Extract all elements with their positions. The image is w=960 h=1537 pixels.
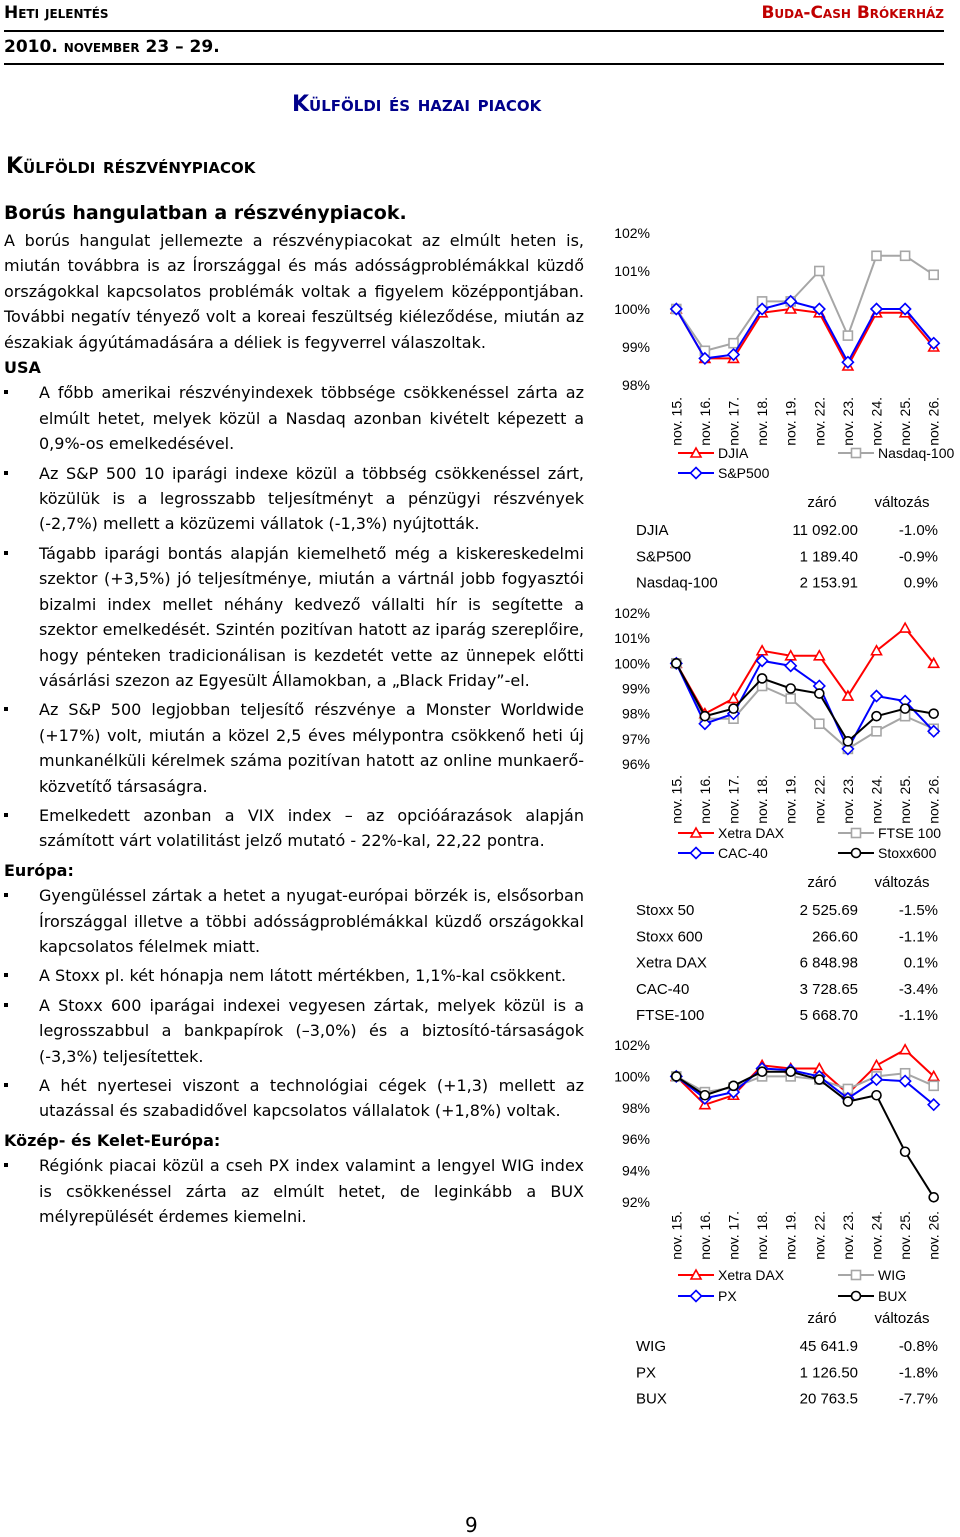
data-point	[758, 674, 767, 683]
data-point	[786, 1067, 795, 1076]
table-row-name: BUX	[636, 1390, 667, 1408]
y-tick-label: 101%	[614, 263, 650, 279]
list-item: Tágabb iparági bontás alapján kiemelhető még a kiskereskedelmi szektor (+3,5%) jó teljesítménye, miután a vártnál jobb fogyasztói bizalmi index mellet néhány kedvező vállalti hír is segítette a szektor emelkedését. Szintén pozitívan hatott az iparág szereplőire, hogy pénteken tradicionálisan is kezdetét vette az ünnepek előtti vásárlási szezon az Egyesült Államokban, a „Black Friday”-el.	[4, 541, 584, 693]
table-row-change: -7.7%	[898, 1390, 938, 1408]
data-point	[672, 659, 681, 668]
europe-heading: Európa:	[4, 860, 74, 880]
x-tick-label: nov. 18.	[754, 397, 771, 446]
list-item: A hét nyertesei viszont a technológiai cégek (+1,3) mellett az utazással és szabadidővel kapcsolatos vállalatok (+1,8%) voltak.	[4, 1073, 584, 1124]
x-tick-label: nov. 15.	[668, 1211, 685, 1260]
table-row-name: CAC-40	[636, 980, 690, 998]
table-row-name: Xetra DAX	[636, 954, 707, 972]
y-tick-label: 96%	[621, 1131, 650, 1148]
data-point	[929, 1081, 938, 1090]
y-tick-label: 102%	[614, 605, 650, 621]
data-point	[929, 270, 938, 279]
legend-marker	[691, 848, 702, 859]
table-header-change: változás	[874, 494, 930, 511]
data-point	[729, 1081, 738, 1090]
table-row-close: 266.60	[812, 928, 858, 946]
table-header-close: záró	[807, 874, 837, 891]
series-line	[676, 661, 933, 749]
usa-list	[4, 380, 584, 853]
header-rule-bottom	[4, 63, 944, 65]
table-row-change: -1.1%	[898, 1007, 938, 1025]
company-name: Buda-Cash Brókerház	[761, 3, 944, 23]
data-point	[900, 1045, 910, 1054]
x-tick-label: nov. 16.	[696, 1211, 713, 1260]
usa-heading: USA	[4, 358, 41, 378]
legend-label: Xetra DAX	[718, 825, 785, 841]
x-tick-label: nov. 17.	[725, 397, 742, 446]
table-row-close: 20 763.5	[799, 1390, 858, 1408]
table-row-change: -1.5%	[898, 902, 938, 919]
data-point	[901, 1147, 910, 1156]
intro-paragraph: A borús hangulat jellemezte a részvénypiacokat az elmúlt heten is, miután továbbra is az Írországgal és más adósságproblémákkal küzdő országokkal kapcsolatos problémák voltak a figyelem középpontjában. További negatív tényező volt a koreai feszültség kiéleződése, miután az északiak ágyútámadására a déliek is fegyverrel válaszoltak.	[4, 231, 584, 352]
data-point	[872, 251, 881, 260]
x-tick-label: nov. 26.	[925, 1211, 942, 1260]
x-tick-label: nov. 26.	[925, 397, 942, 446]
y-tick-label: 92%	[621, 1194, 650, 1210]
header-rule-top	[4, 30, 944, 32]
x-tick-label: nov. 23.	[839, 1211, 856, 1260]
x-tick-label: nov. 15.	[668, 775, 685, 824]
report-title: Heti jelentés	[4, 3, 109, 23]
x-tick-label: nov. 16.	[696, 397, 713, 446]
article-section-title: Külföldi részvénypiacok	[6, 154, 256, 179]
data-point	[757, 646, 767, 655]
table-row-name: Stoxx 50	[636, 902, 695, 919]
table-row-close: 1 126.50	[799, 1364, 858, 1382]
data-point	[786, 694, 795, 703]
data-point	[929, 709, 938, 718]
y-tick-label: 94%	[621, 1162, 650, 1179]
legend-label: DJIA	[718, 445, 749, 461]
table-row-name: PX	[636, 1364, 657, 1382]
list-item: Az S&P 500 legjobban teljesítő részvénye a Monster Worldwide (+17%) volt, miután a közel 2,5 éves mélypontra csökkenő heti új munkanélküli kérelmek száma pozitívan hatott az online munkaerő-közvetítő társaságra.	[4, 697, 584, 799]
legend-label: CAC-40	[718, 845, 768, 861]
table-row-name: WIG	[636, 1338, 666, 1355]
data-point	[843, 331, 852, 340]
data-point	[901, 704, 910, 713]
x-tick-label: nov. 22.	[811, 397, 828, 446]
x-tick-label: nov. 15.	[668, 397, 685, 446]
y-tick-label: 98%	[621, 705, 650, 722]
y-tick-label: 102%	[614, 1037, 650, 1053]
data-point	[900, 623, 910, 632]
y-tick-label: 101%	[614, 630, 650, 647]
x-tick-label: nov. 17.	[725, 1211, 742, 1260]
data-point	[786, 684, 795, 693]
list-item: A főbb amerikai részvényindexek többsége csökkenéssel zárta az elmúlt hetet, melyek közül a Nasdaq azonban kivételt képezett a 0,9%-os emelkedésével.	[4, 380, 584, 456]
data-point	[815, 719, 824, 728]
y-tick-label: 99%	[621, 339, 650, 355]
x-tick-label: nov. 25.	[897, 1211, 914, 1260]
legend-label: Stoxx600	[878, 845, 937, 861]
europe-list	[4, 883, 584, 1124]
table-row-change: 0.9%	[903, 574, 938, 592]
table-header-close: záró	[807, 494, 837, 511]
legend-label: PX	[718, 1288, 737, 1304]
table-header-change: változás	[874, 874, 930, 891]
page-number: 9	[465, 1513, 478, 1537]
list-item: A Stoxx 600 iparágai indexei vegyesen zártak, melyek közül is a legrosszabbul a bankpapírok (–3,0%) és a biztosító-társaságok (-3,3%) teljesítettek.	[4, 993, 584, 1069]
data-point	[815, 267, 824, 276]
y-tick-label: 100%	[614, 1068, 650, 1085]
y-tick-label: 100%	[614, 655, 650, 672]
table-row-name: FTSE-100	[636, 1007, 705, 1025]
series-line	[676, 628, 933, 714]
data-point	[872, 1091, 881, 1100]
x-tick-label: nov. 22.	[811, 1211, 828, 1260]
table-row-name: S&P500	[636, 548, 692, 566]
legend-label: Nasdaq-100	[878, 445, 955, 461]
report-date: 2010. november 23 – 29.	[4, 37, 220, 57]
x-tick-label: nov. 24.	[868, 1211, 885, 1260]
data-point	[700, 712, 709, 721]
x-tick-label: nov. 19.	[782, 775, 799, 824]
y-tick-label: 96%	[621, 756, 650, 772]
table-row-change: -0.8%	[898, 1338, 938, 1355]
list-item: Emelkedett azonban a VIX index – az opcióárazások alapján számított várt volatilitást jelző mutató - 22%-kal, 22,22 pontra.	[4, 803, 584, 854]
data-point	[872, 712, 881, 721]
table-row-close: 5 668.70	[799, 1007, 858, 1025]
article-body	[4, 228, 584, 1233]
table-row-close: 3 728.65	[799, 980, 858, 998]
cee-list	[4, 1153, 584, 1229]
table-row-close: 45 641.9	[799, 1338, 858, 1355]
table-header-close: záró	[807, 1310, 837, 1327]
x-tick-label: nov. 25.	[897, 397, 914, 446]
legend-marker	[852, 449, 861, 458]
x-tick-label: nov. 16.	[696, 775, 713, 824]
data-point	[729, 694, 739, 703]
data-point	[729, 339, 738, 348]
table-row-change: -1.8%	[898, 1364, 938, 1382]
list-item: A Stoxx pl. két hónapja nem látott mértékben, 1,1%-kal csökkent.	[4, 963, 584, 988]
x-tick-label: nov. 23.	[839, 775, 856, 824]
table-row-change: 0.1%	[903, 954, 938, 972]
y-tick-label: 98%	[621, 377, 650, 393]
legend-label: BUX	[878, 1288, 907, 1304]
table-row-change: -3.4%	[898, 980, 938, 998]
table-row-name: Nasdaq-100	[636, 574, 718, 592]
x-tick-label: nov. 26.	[925, 775, 942, 824]
table-row-close: 1 189.40	[799, 548, 858, 566]
data-point	[843, 737, 852, 746]
x-tick-label: nov. 23.	[839, 397, 856, 446]
series-line	[676, 256, 933, 351]
section-title: Külföldi és hazai piacok	[292, 92, 542, 117]
data-point	[929, 1193, 938, 1202]
list-item: Régiónk piacai közül a cseh PX index valamint a lengyel WIG index is csökkenéssel zárta az elmúlt hetet, de leginkább a BUX mélyrepülését érdemes kiemelni.	[4, 1153, 584, 1229]
data-point	[815, 1075, 824, 1084]
legend-marker	[691, 468, 702, 479]
charts-column	[600, 215, 960, 1425]
list-item: Gyengüléssel zártak a hetet a nyugat-európai börzék is, elsősorban Írországgal illetve a többi adósságproblémákkal küzdő országokkal kapcsolatos félelmek miatt.	[4, 883, 584, 959]
data-point	[843, 1097, 852, 1106]
legend-label: WIG	[878, 1267, 906, 1283]
legend-marker	[852, 849, 861, 858]
article-headline: Borús hangulatban a részvénypiacok.	[4, 202, 407, 224]
y-tick-label: 102%	[614, 225, 650, 241]
x-tick-label: nov. 19.	[782, 397, 799, 446]
table-header-change: változás	[874, 1310, 930, 1327]
data-point	[729, 704, 738, 713]
table-row-close: 6 848.98	[799, 954, 858, 972]
table-row-name: Stoxx 600	[636, 928, 703, 946]
legend-label: Xetra DAX	[718, 1267, 785, 1283]
y-tick-label: 99%	[621, 680, 650, 697]
x-tick-label: nov. 17.	[725, 775, 742, 824]
table-row-close: 2 153.91	[799, 574, 858, 592]
legend-label: S&P500	[718, 465, 770, 481]
x-tick-label: nov. 18.	[754, 775, 771, 824]
legend-label: FTSE 100	[878, 825, 942, 841]
data-point	[758, 1067, 767, 1076]
data-point	[672, 1072, 681, 1081]
y-tick-label: 100%	[614, 301, 650, 317]
y-tick-label: 98%	[621, 1099, 650, 1116]
table-row-change: -0.9%	[898, 548, 938, 566]
data-point	[815, 689, 824, 698]
data-point	[872, 727, 881, 736]
x-tick-label: nov. 25.	[897, 775, 914, 824]
x-tick-label: nov. 24.	[868, 397, 885, 446]
list-item: Az S&P 500 10 iparági indexe közül a többség csökkenéssel zárt, közülük is a legrosszabb teljesítményt a pénzügyi részvények (-2,7%) mellett a közüzemi vállatok (-1,3%) nyújtották.	[4, 461, 584, 537]
x-tick-label: nov. 22.	[811, 775, 828, 824]
y-tick-label: 97%	[621, 730, 650, 747]
legend-marker	[852, 829, 861, 838]
data-point	[872, 1060, 882, 1069]
table-row-change: -1.1%	[898, 928, 938, 946]
x-tick-label: nov. 19.	[782, 1211, 799, 1260]
legend-marker	[852, 1292, 861, 1301]
x-tick-label: nov. 24.	[868, 775, 885, 824]
table-row-close: 2 525.69	[799, 902, 858, 919]
cee-heading: Közép- és Kelet-Európa:	[4, 1130, 221, 1150]
data-point	[901, 251, 910, 260]
legend-marker	[852, 1271, 861, 1280]
x-tick-label: nov. 18.	[754, 1211, 771, 1260]
data-point	[871, 691, 882, 702]
table-row-close: 11 092.00	[792, 522, 858, 539]
table-row-change: -1.0%	[898, 522, 938, 539]
data-point	[700, 1091, 709, 1100]
legend-marker	[691, 1291, 702, 1302]
table-row-name: DJIA	[636, 522, 669, 539]
